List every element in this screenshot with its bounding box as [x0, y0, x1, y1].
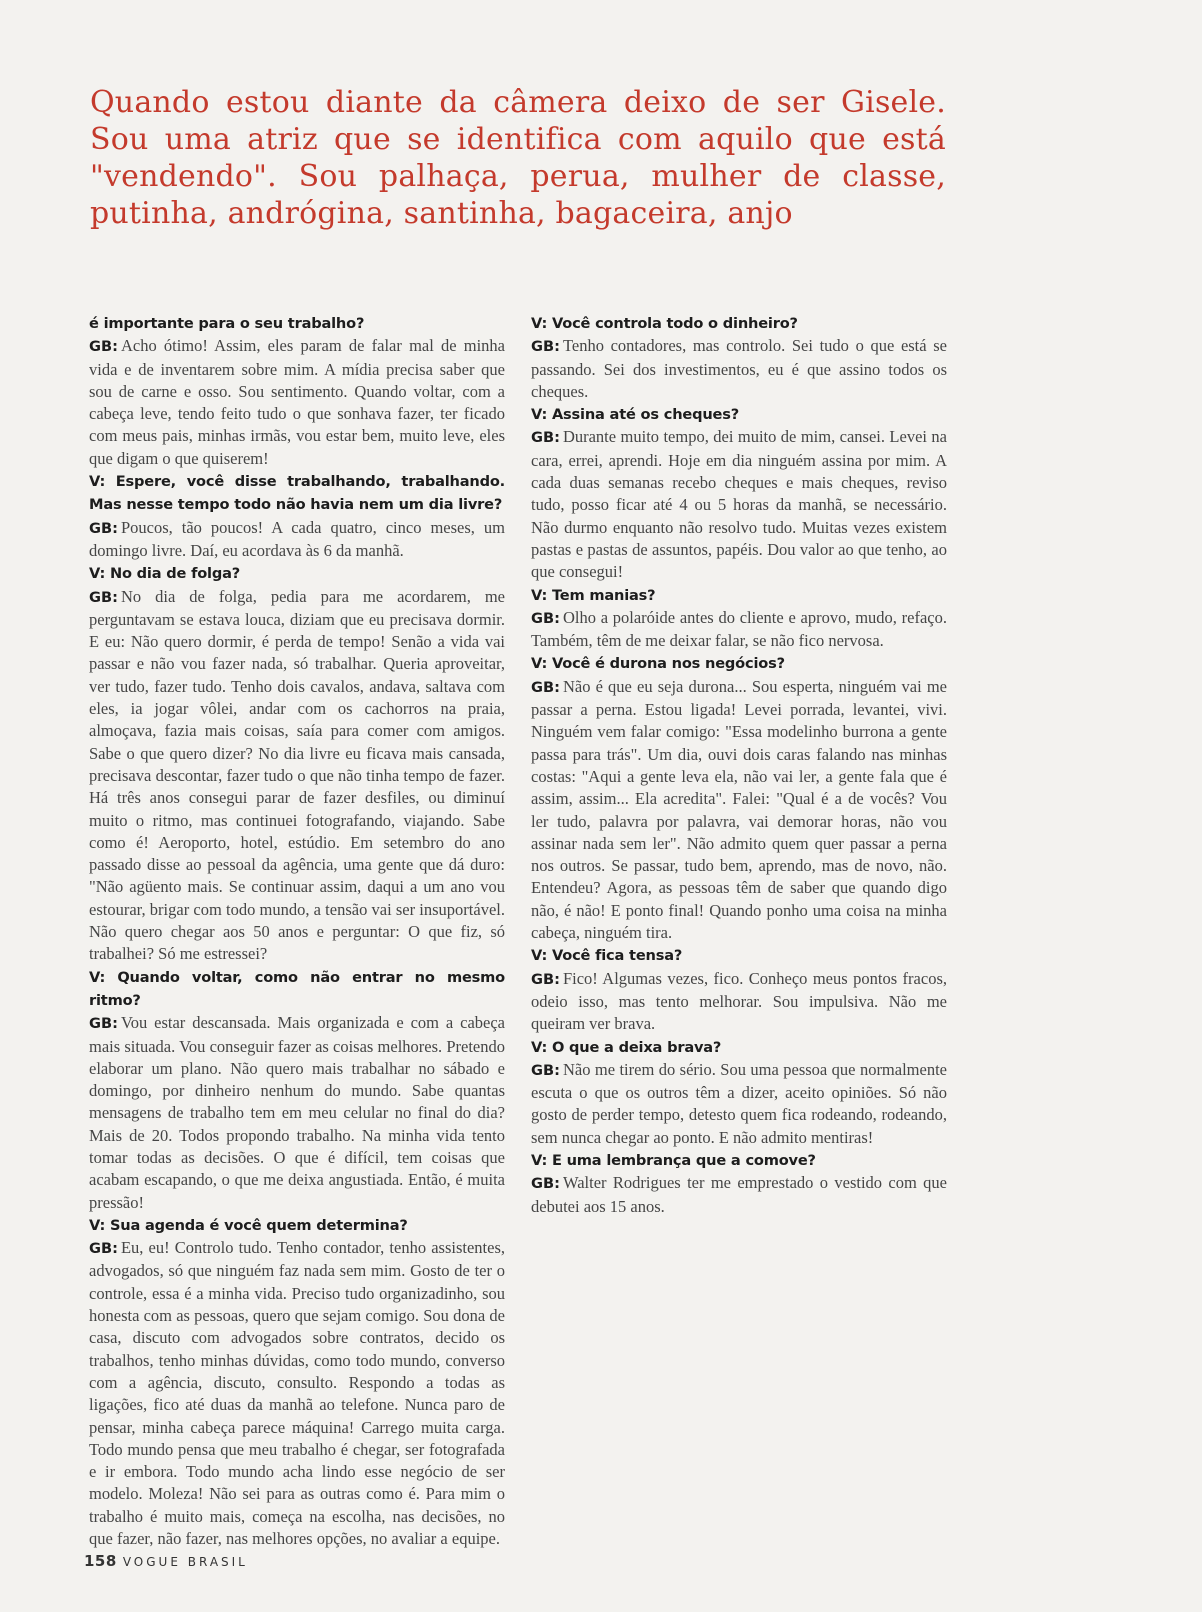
page-number: 158 — [84, 1552, 117, 1570]
answer-7: GB: Durante muito tempo, dei muito de mim, cansei. Levei na cara, errei, aprendi. Hoje em dia ninguém assina por mim. A cada duas semanas recebo cheques e mais cheques, reviso tudo, posso ficar até 4 ou 5 horas da manhã, se necessário. Não durmo enquanto não resolvo tudo. Muitas vezes existem pastas e pastas de assuntos, papéis. Dou valor ao que tenho, ao que consegui! — [531, 427, 947, 582]
answer-11: GB: Não me tirem do sério. Sou uma pessoa que normalmente escuta o que os outros têm a dizer, aceito opiniões. Só não gosto de perder tempo, detesto quem fica rodeando, rodeando, sem nunca chegar ao ponto. E não admito mentiras! — [531, 1059, 947, 1147]
pull-quote: Quando estou diante da câmera deixo de ser Gisele. Sou uma atriz que se identifica com aquilo que está "vendendo". Sou palhaça, perua, mulher de classe, putinha, andrógina, santinha, bagaceira, anjo — [90, 85, 946, 231]
question-9: V: Você é durona nos negócios? — [531, 655, 785, 673]
answer-1: GB: Acho ótimo! Assim, eles param de falar mal de minha vida e de inventarem sobre mim. A mídia precisa saber que sou de carne e osso. Sou sentimento. Quando voltar, com a cabeça leve, tendo feito tudo o que sonhava fazer, ter ficado com meus pais, minhas irmãs, vou estar bem, muito leve, eles que digam o que quiserem! — [89, 336, 505, 468]
question-7: V: Assina até os cheques? — [531, 406, 739, 424]
answer-8: GB: Olho a polaróide antes do cliente e aprovo, mudo, refaço. Também, têm de me deixar falar, se não fico nervosa. — [531, 607, 947, 651]
page-footer — [84, 1552, 248, 1570]
answer-6: GB: Tenho contadores, mas controlo. Sei tudo o que está se passando. Sei dos investimentos, eu é que assino todos os cheques. — [531, 336, 947, 401]
question-4: V: Quando voltar, como não entrar no mesmo ritmo? — [89, 968, 505, 1009]
article-column-right — [531, 312, 947, 1218]
question-11: V: O que a deixa brava? — [531, 1038, 722, 1056]
answer-12: GB: Walter Rodrigues ter me emprestado o vestido com que debutei aos 15 anos. — [531, 1173, 947, 1216]
article-column-left — [89, 312, 505, 1550]
publication-name: VOGUE BRASIL — [122, 1555, 248, 1569]
question-3: V: No dia de folga? — [89, 565, 241, 583]
answer-4: GB: Vou estar descansada. Mais organizada e com a cabeça mais situada. Vou conseguir fazer as coisas melhores. Pretendo elaborar um plano. Não quero mais trabalhar no sábado e domingo, por dinheiro nenhum do mundo. Sabe quantas mensagens de trabalho tem em meu celular no final do dia? Mais de 20. Todos propondo trabalho. Na minha vida tento tomar todas as decisões. O que é difícil, tem coisas que acabam escapando, o que me deixa angustiada. Então, é muita pressão! — [89, 1013, 505, 1212]
answer-10: GB: Fico! Algumas vezes, fico. Conheço meus pontos fracos, odeio isso, mas tento melhorar. Sou impulsiva. Não me queiram ver brava. — [531, 968, 947, 1034]
answer-5: GB: Eu, eu! Controlo tudo. Tenho contador, tenho assistentes, advogados, só que ninguém faz nada sem mim. Gosto de ter o controle, essa é a minha vida. Preciso tudo organizadinho, sou honesta com as pessoas, quero que sejam comigo. Sou dona de casa, discuto com advogados sobre contratos, decido os trabalhos, tenho minhas dúvidas, como todo mundo, converso com a agência, discuto, consulto. Respondo a todas as ligações, fico até duas da manhã ao telefone. Nunca paro de pensar, minha cabeça parece máquina! Carrego muita carga. Todo mundo pensa que meu trabalho é chegar, ser fotografada e ir embora. Todo mundo acha lindo esse negócio de ser modelo. Moleza! Não sei para as outras como é. Para mim o trabalho é muito mais, começa na escolha, nas decisões, no que fazer, não fazer, nas melhores opções, no avaliar a equipe. — [89, 1238, 505, 1549]
question-8: V: Tem manias? — [531, 586, 656, 604]
question-12: V: E uma lembrança que a comove? — [531, 1151, 816, 1169]
answer-3: GB: No dia de folga, pedia para me acordarem, me perguntavam se estava louca, diziam que eu precisava dormir. E eu: Não quero dormir, é perda de tempo! Senão a vida vai passar e não vou fazer nada, só trabalhar. Queria aproveitar, ver tudo, fazer tudo. Tenho dois cavalos, andava, saltava com eles, ia jogar vôlei, andar com os cachorros na praia, almoçava, fazia mais coisas, saía para comer com amigos. Sabe o que quero dizer? No dia livre eu ficava mais cansada, precisava descontar, fazer tudo o que não tinha tempo de fazer. Há três anos consegui parar de fazer desfiles, ou diminuí muito o ritmo, mas continuei fotografando, viajando. Sabe como é! Aeroporto, hotel, estúdio. Em setembro do ano passado disse ao pessoal da agência, uma gente que dá duro: "Não agüento mais. Se continuar assim, daqui a um ano vou estourar, brigar com todo mundo, a tensão vai ser insuportável. Não quero chegar aos 50 anos e perguntar: O que fiz, só trabalhei? Só me estressei? — [89, 586, 505, 964]
question-2: V: Espere, você disse trabalhando, trabalhando. Mas nesse tempo todo não havia nem um dia livre? — [89, 473, 505, 514]
question-10: V: Você fica tensa? — [531, 947, 683, 965]
question-1: é importante para o seu trabalho? — [89, 315, 365, 332]
answer-9: GB: Não é que eu seja durona... Sou esperta, ninguém vai me passar a perna. Estou ligada! Levei porrada, levantei, vivi. Ninguém vem falar comigo: "Essa modelinho burrona a gente passa para trás". Um dia, ouvi dois caras falando nas minhas costas: "Aqui a gente leva ela, não vai ler, a gente fala que é assim, assim... Ela acredita". Falei: "Qual é a de vocês? Vou ler tudo, palavra por palavra, vai demorar horas, não vou assinar nada sem ler". Não admito quem quer passar a perna nos outros. Se passar, tudo bem, aprendo, mas de novo, não. Entendeu? Agora, as pessoas têm de saber que quando digo não, é não! E ponto final! Quando ponho uma coisa na minha cabeça, ninguém tira. — [531, 676, 947, 943]
answer-2: GB: Poucos, tão poucos! A cada quatro, cinco meses, um domingo livre. Daí, eu acordava às 6 da manhã. — [89, 517, 505, 560]
question-5: V: Sua agenda é você quem determina? — [89, 1216, 408, 1234]
question-6: V: Você controla todo o dinheiro? — [531, 315, 798, 332]
